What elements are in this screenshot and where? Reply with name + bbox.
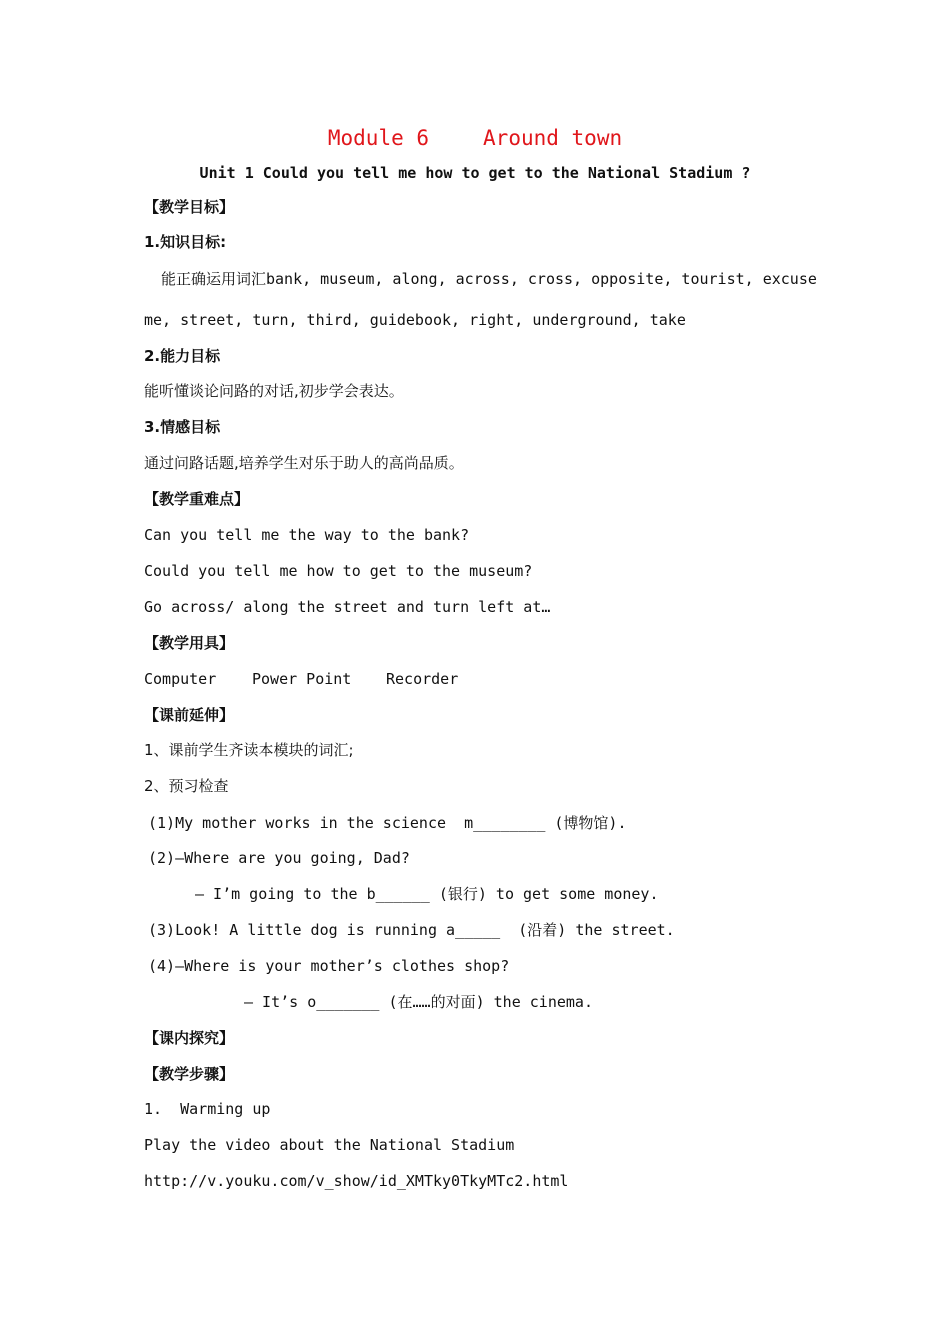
exercise-1: (1)My mother works in the science m________ (博物馆). bbox=[148, 814, 627, 832]
tools-list bbox=[144, 669, 458, 689]
step-1-title: 1. Warming up bbox=[144, 1100, 271, 1118]
module-title bbox=[0, 124, 950, 152]
exercise-4: (4)—Where is your mother’s clothes shop? bbox=[148, 957, 510, 975]
preclass-item-1: 1、课前学生齐读本模块的词汇; bbox=[144, 741, 354, 759]
module-topic: Around town bbox=[483, 126, 623, 150]
exercise-2-answer: — I’m going to the b______ (银行) to get some money. bbox=[195, 885, 659, 903]
exercise-3: (3)Look! A little dog is running a_____ (沿着) the street. bbox=[148, 921, 675, 939]
exercise-4-answer: — It’s o_______ (在……的对面) the cinema. bbox=[244, 993, 593, 1011]
module-number: Module 6 bbox=[327, 126, 430, 150]
knowledge-heading: 1.知识目标: bbox=[144, 233, 227, 251]
exercise-2: (2)—Where are you going, Dad? bbox=[148, 849, 410, 867]
key-points-heading: 【教学重难点】 bbox=[144, 490, 250, 508]
step-1-text: Play the video about the National Stadium bbox=[144, 1136, 515, 1154]
key-point-1: Can you tell me the way to the bank? bbox=[144, 526, 470, 544]
knowledge-vocab-line-1: 能正确运用词汇bank, museum, along, across, cross, opposite, tourist, excuse bbox=[161, 270, 817, 288]
ability-text: 能听懂谈论问路的对话,初步学会表达。 bbox=[144, 382, 404, 400]
tool-item: Recorder bbox=[386, 670, 459, 688]
knowledge-vocab-line-2: me, street, turn, third, guidebook, right, underground, take bbox=[144, 311, 686, 329]
steps-heading: 【教学步骤】 bbox=[144, 1065, 235, 1083]
inclass-heading: 【课内探究】 bbox=[144, 1029, 235, 1047]
emotion-heading: 3.情感目标 bbox=[144, 418, 221, 436]
preclass-heading: 【课前延伸】 bbox=[144, 706, 235, 724]
step-1-url: http://v.youku.com/v_show/id_XMTky0TkyMTc2.html bbox=[144, 1172, 569, 1190]
objectives-heading: 【教学目标】 bbox=[144, 198, 235, 216]
key-point-3: Go across/ along the street and turn left at… bbox=[144, 598, 551, 616]
tool-item: Computer bbox=[144, 670, 217, 688]
unit-subtitle: Unit 1 Could you tell me how to get to the National Stadium ? bbox=[199, 164, 751, 182]
emotion-text: 通过问路话题,培养学生对乐于助人的高尚品质。 bbox=[144, 454, 464, 472]
tool-item: Power Point bbox=[252, 670, 352, 688]
key-point-2: Could you tell me how to get to the museum? bbox=[144, 562, 533, 580]
tools-heading: 【教学用具】 bbox=[144, 634, 235, 652]
ability-heading: 2.能力目标 bbox=[144, 347, 221, 365]
preclass-item-2: 2、预习检查 bbox=[144, 777, 229, 795]
